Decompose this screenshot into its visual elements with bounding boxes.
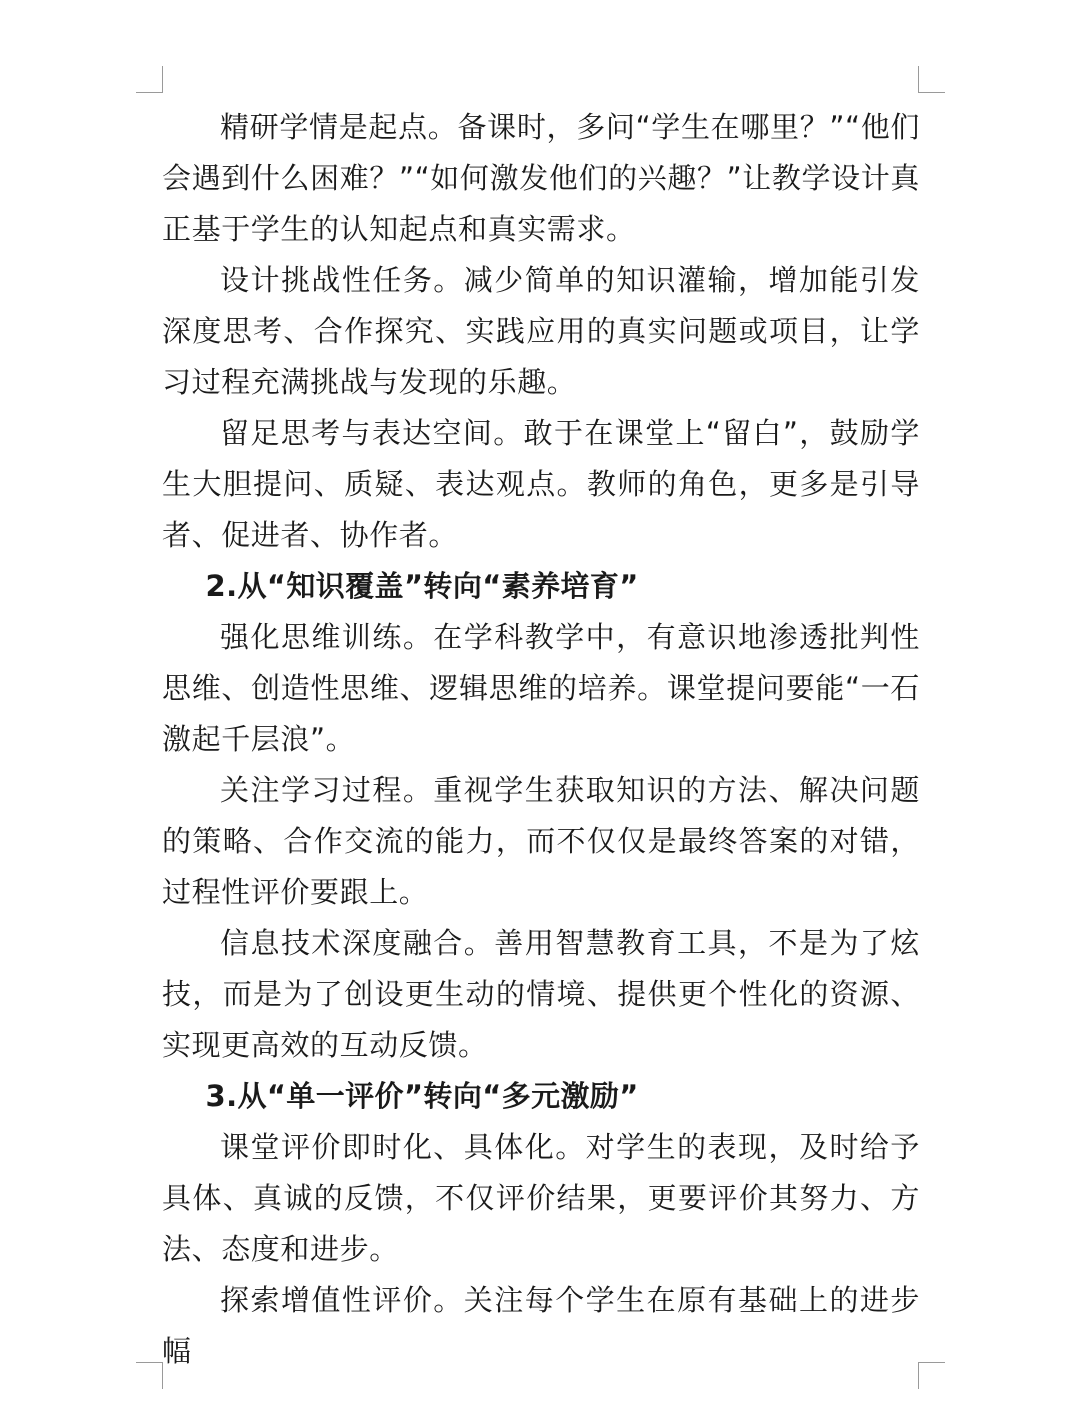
paragraph-thinking-space: 留足思考与表达空间。敢于在课堂上“留白”，鼓励学生大胆提问、质疑、表达观点。教师的角色，更多是引导者、促进者、协作者。 — [162, 416, 920, 552]
crop-mark-bottom-left — [136, 1362, 163, 1389]
document-body — [162, 102, 920, 1377]
paragraph-thinking-training: 强化思维训练。在学科教学中，有意识地渗透批判性思维、创造性思维、逻辑思维的培养。课堂提问要能“一石激起千层浪”。 — [162, 620, 920, 756]
section-heading-3: 3.从“单一评价”转向“多元激励” — [205, 1079, 639, 1113]
crop-mark-top-left — [136, 66, 163, 93]
paragraph-value-added-evaluation: 探索增值性评价。关注每个学生在原有基础上的进步幅 — [162, 1283, 920, 1368]
crop-mark-top-right — [918, 66, 945, 93]
paragraph-study-students: 精研学情是起点。备课时，多问“学生在哪里？”“他们会遇到什么困难？”“如何激发他们的兴趣？”让教学设计真正基于学生的认知起点和真实需求。 — [162, 110, 920, 246]
paragraph-challenging-tasks: 设计挑战性任务。减少简单的知识灌输，增加能引发深度思考、合作探究、实践应用的真实问题或项目，让学习过程充满挑战与发现的乐趣。 — [162, 263, 920, 399]
paragraph-learning-process: 关注学习过程。重视学生获取知识的方法、解决问题的策略、合作交流的能力，而不仅仅是最终答案的对错，过程性评价要跟上。 — [162, 773, 920, 909]
crop-mark-bottom-right — [918, 1362, 945, 1389]
paragraph-classroom-evaluation: 课堂评价即时化、具体化。对学生的表现，及时给予具体、真诚的反馈，不仅评价结果，更要评价其努力、方法、态度和进步。 — [162, 1130, 920, 1266]
section-heading-2: 2.从“知识覆盖”转向“素养培育” — [205, 569, 639, 603]
paragraph-info-tech: 信息技术深度融合。善用智慧教育工具，不是为了炫技，而是为了创设更生动的情境、提供更个性化的资源、实现更高效的互动反馈。 — [162, 926, 920, 1062]
